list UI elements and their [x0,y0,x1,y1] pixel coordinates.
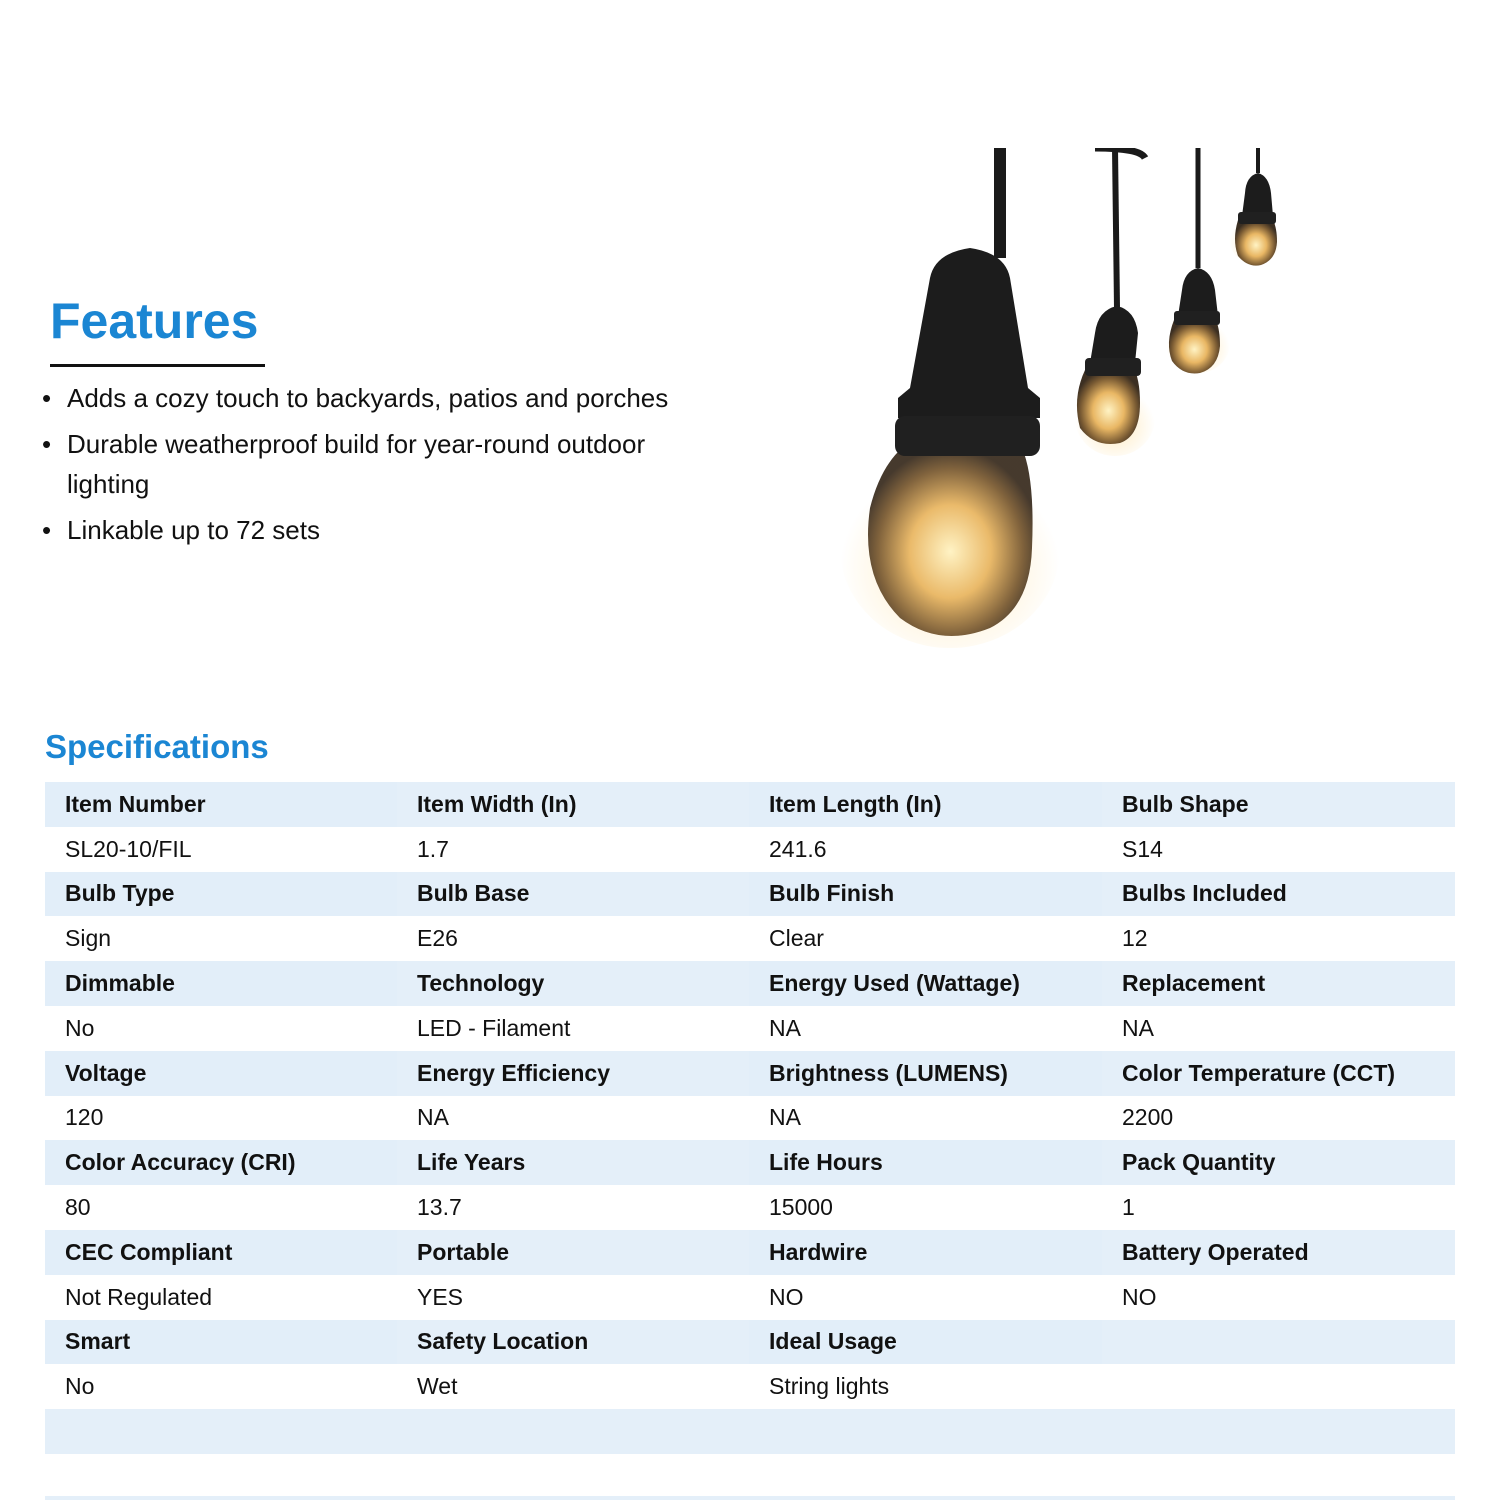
spec-label: Brightness (LUMENS) [749,1051,1102,1096]
spec-label-row [45,961,1455,1006]
spec-label: Bulb Base [397,872,749,917]
features-underline [50,364,265,367]
spec-label-row [45,1140,1455,1185]
spec-label: Item Length (In) [749,782,1102,827]
spec-value: 13.7 [397,1185,749,1230]
spec-value: 120 [45,1096,397,1141]
spec-label: Bulbs Included [1102,872,1455,917]
feature-item [42,378,702,419]
spec-label-row [45,1320,1455,1365]
spec-value: 1.7 [397,827,749,872]
specifications-title: Specifications [45,728,269,765]
spec-value-row [45,1275,1455,1320]
spec-label: Replacement [1102,961,1455,1006]
spec-label-row [45,1230,1455,1275]
spec-label: Hardwire [749,1230,1102,1275]
spec-label-row [45,1051,1455,1096]
spec-label: CEC Compliant [45,1230,397,1275]
spec-value: No [45,1006,397,1051]
spec-value: NA [1102,1006,1455,1051]
bullet-icon: • [42,428,52,459]
spec-value-row [45,1185,1455,1230]
spec-label: Dimmable [45,961,397,1006]
spec-value: LED - Filament [397,1006,749,1051]
spec-label-row [45,782,1455,827]
spec-value: Sign [45,916,397,961]
spec-empty-cell [397,1409,749,1454]
spec-label: Battery Operated [1102,1230,1455,1275]
spec-blank-row [45,1409,1455,1454]
string-light-bulbs-illustration [840,148,1300,648]
features-title: Features [50,293,259,349]
features-list [42,378,702,555]
bullet-icon: • [42,383,52,413]
spec-value-row [45,1096,1455,1141]
spec-value: 1 [1102,1185,1455,1230]
bottom-divider [45,1496,1455,1500]
item-number-link[interactable]: SL20-10/FIL [45,827,397,872]
spec-value-row [45,827,1455,872]
spec-value: NO [749,1275,1102,1320]
spec-label: Item Number [45,782,397,827]
spec-value: S14 [1102,827,1455,872]
cropped-top-heading [400,0,1120,12]
spec-label: Energy Used (Wattage) [749,961,1102,1006]
spec-label: Color Accuracy (CRI) [45,1140,397,1185]
feature-text: Linkable up to 72 sets [67,514,320,545]
spec-value: 241.6 [749,827,1102,872]
spec-label: Smart [45,1320,397,1365]
spec-label: Color Temperature (CCT) [1102,1051,1455,1096]
feature-text: Durable weatherproof build for year-round outdoor lighting [67,428,646,499]
bullet-icon: • [42,514,52,545]
spec-value: String lights [749,1364,1102,1409]
spec-label: Bulb Shape [1102,782,1455,827]
spec-value: E26 [397,916,749,961]
spec-label: Safety Location [397,1320,749,1365]
feature-item [42,510,702,551]
spec-value: 80 [45,1185,397,1230]
spec-label: Portable [397,1230,749,1275]
specifications-table [45,782,1455,1454]
spec-value: 15000 [749,1185,1102,1230]
feature-text: Adds a cozy touch to backyards, patios and porches [67,383,669,413]
spec-label: Technology [397,961,749,1006]
spec-value: NO [1102,1275,1455,1320]
spec-value-row [45,1364,1455,1409]
spec-label: Bulb Type [45,872,397,917]
spec-label: Pack Quantity [1102,1140,1455,1185]
spec-value: 12 [1102,916,1455,961]
spec-value: No [45,1364,397,1409]
spec-empty-cell [45,1409,397,1454]
spec-value [1102,1364,1455,1409]
spec-label: Item Width (In) [397,782,749,827]
spec-value-row [45,916,1455,961]
feature-item [42,424,702,505]
spec-label: Ideal Usage [749,1320,1102,1365]
spec-value: Not Regulated [45,1275,397,1320]
spec-empty-cell [1102,1409,1455,1454]
spec-value: Clear [749,916,1102,961]
spec-value: NA [397,1096,749,1141]
spec-empty-cell [749,1409,1102,1454]
spec-value: Wet [397,1364,749,1409]
spec-label: Life Hours [749,1140,1102,1185]
spec-label: Voltage [45,1051,397,1096]
spec-value-row [45,1006,1455,1051]
spec-label: Life Years [397,1140,749,1185]
spec-label [1102,1320,1455,1365]
spec-label: Bulb Finish [749,872,1102,917]
spec-value: 2200 [1102,1096,1455,1141]
spec-label: Energy Efficiency [397,1051,749,1096]
spec-value: NA [749,1006,1102,1051]
spec-label-row [45,872,1455,917]
spec-value: YES [397,1275,749,1320]
spec-value: NA [749,1096,1102,1141]
